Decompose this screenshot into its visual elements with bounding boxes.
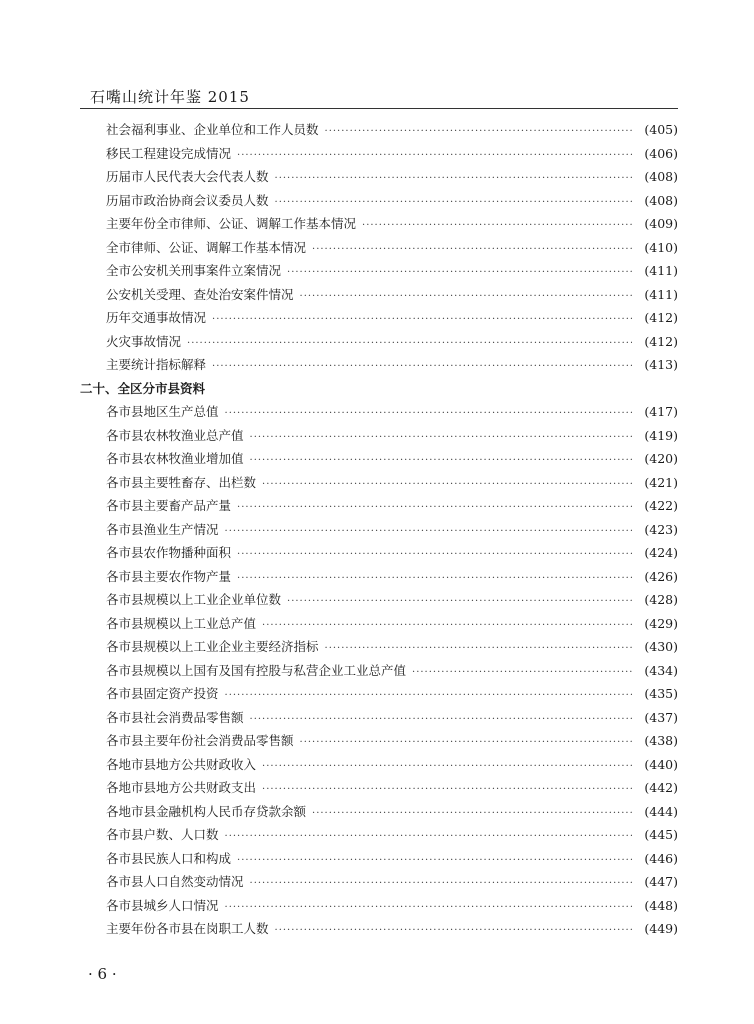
toc-entry-page: (442)	[644, 780, 678, 795]
dot-leader	[287, 590, 632, 614]
dot-leader	[237, 144, 632, 168]
toc-entry	[80, 330, 678, 354]
dot-leader	[250, 708, 632, 732]
toc-entry-title: 社会福利事业、企业单位和工作人员数	[106, 122, 319, 137]
toc-group-after	[80, 400, 678, 941]
toc-entry	[80, 659, 678, 683]
toc-entry-page: (449)	[644, 921, 678, 936]
toc-entry-title: 各市县农作物播种面积	[106, 545, 232, 560]
toc-entry	[80, 753, 678, 777]
toc-entry-page: (409)	[644, 216, 678, 231]
dot-leader	[362, 214, 632, 238]
toc-entry-page: (410)	[644, 239, 678, 255]
toc-entry	[80, 776, 678, 800]
dot-leader	[262, 473, 632, 497]
toc-entry-page: (444)	[644, 803, 678, 819]
toc-entry-page: (405)	[644, 122, 678, 137]
dot-leader	[225, 684, 632, 708]
toc-entry-title: 各市县民族人口和构成	[106, 850, 232, 866]
toc-entry-page: (447)	[644, 874, 678, 889]
toc-entry-page: (428)	[644, 592, 678, 607]
toc-entry-page: (421)	[644, 474, 678, 490]
toc-entry	[80, 189, 678, 213]
dot-leader	[275, 167, 632, 191]
toc-entry	[80, 306, 678, 330]
running-header: 石嘴山统计年鉴 2015	[90, 88, 250, 106]
toc-entry-title: 各市县渔业生产情况	[106, 521, 219, 537]
dot-leader	[212, 308, 632, 332]
toc-entry-page: (412)	[644, 333, 678, 349]
toc-entry-page: (423)	[644, 521, 678, 537]
toc-entry	[80, 283, 678, 307]
toc-entry-title: 全市公安机关刑事案件立案情况	[106, 263, 282, 278]
toc-entry	[80, 729, 678, 753]
dot-leader	[300, 731, 632, 755]
dot-leader	[275, 191, 632, 215]
toc-entry	[80, 800, 678, 824]
toc-entry-page: (430)	[644, 639, 678, 654]
dot-leader	[250, 426, 632, 450]
dot-leader	[237, 849, 632, 873]
dot-leader	[287, 261, 632, 285]
toc-entry-title: 历年交通事故情况	[106, 310, 207, 325]
dot-leader	[300, 285, 632, 309]
dot-leader	[225, 402, 632, 426]
toc-entry-page: (446)	[644, 850, 678, 866]
dot-leader	[275, 919, 632, 943]
toc-entry-title: 各市县户数、人口数	[106, 827, 219, 842]
toc-entry	[80, 165, 678, 189]
toc-entry	[80, 400, 678, 424]
toc-entry-title: 各地市县地方公共财政支出	[106, 780, 257, 795]
toc-entry-title: 全市律师、公证、调解工作基本情况	[106, 239, 307, 255]
table-of-contents	[80, 118, 678, 941]
toc-entry-page: (412)	[644, 310, 678, 325]
toc-entry	[80, 635, 678, 659]
toc-entry-page: (422)	[644, 498, 678, 513]
dot-leader	[325, 120, 632, 144]
toc-entry	[80, 494, 678, 518]
dot-leader	[212, 355, 632, 379]
dot-leader	[237, 496, 632, 520]
toc-entry-title: 历届市人民代表大会代表人数	[106, 169, 269, 184]
toc-group-before	[80, 118, 678, 377]
toc-entry-page: (435)	[644, 686, 678, 701]
toc-entry-page: (426)	[644, 568, 678, 584]
toc-entry-page: (419)	[644, 427, 678, 443]
toc-entry-page: (406)	[644, 145, 678, 161]
dot-leader	[225, 520, 632, 544]
toc-entry-page: (448)	[644, 897, 678, 913]
toc-entry-title: 公安机关受理、查处治安案件情况	[106, 286, 294, 302]
toc-entry-page: (424)	[644, 545, 678, 560]
toc-entry-title: 各地市县金融机构人民币存贷款余额	[106, 803, 307, 819]
toc-entry-title: 各市县农林牧渔业增加值	[106, 451, 244, 466]
toc-entry-title: 主要年份全市律师、公证、调解工作基本情况	[106, 216, 357, 231]
dot-leader	[312, 238, 632, 262]
header-rule	[80, 108, 678, 109]
dot-leader	[187, 332, 632, 356]
toc-entry-title: 各市县主要农作物产量	[106, 568, 232, 584]
toc-entry	[80, 917, 678, 941]
dot-leader	[225, 825, 632, 849]
toc-entry-page: (440)	[644, 756, 678, 772]
toc-entry	[80, 823, 678, 847]
toc-entry-title: 火灾事故情况	[106, 333, 182, 349]
toc-entry	[80, 518, 678, 542]
toc-entry	[80, 142, 678, 166]
toc-entry	[80, 424, 678, 448]
toc-entry	[80, 612, 678, 636]
toc-entry-title: 各市县规模以上工业总产值	[106, 615, 257, 631]
toc-entry-title: 各市县农林牧渔业总产值	[106, 427, 244, 443]
toc-entry	[80, 682, 678, 706]
toc-entry-title: 各市县主要牲畜存、出栏数	[106, 474, 257, 490]
toc-entry-page: (434)	[644, 662, 678, 678]
toc-entry-page: (411)	[644, 263, 678, 278]
page-number: · 6 ·	[88, 965, 117, 983]
toc-entry-title: 历届市政治协商会议委员人数	[106, 192, 269, 208]
toc-entry-title: 主要统计指标解释	[106, 357, 207, 372]
dot-leader	[262, 755, 632, 779]
toc-entry-title: 各市县城乡人口情况	[106, 897, 219, 913]
toc-entry-title: 各地市县地方公共财政收入	[106, 756, 257, 772]
toc-entry-title: 各市县规模以上国有及国有控股与私营企业工业总产值	[106, 662, 407, 678]
toc-entry	[80, 259, 678, 283]
toc-entry-title: 各市县主要畜产品产量	[106, 498, 232, 513]
toc-entry	[80, 706, 678, 730]
toc-entry-title: 各市县主要年份社会消费品零售额	[106, 733, 294, 748]
toc-entry-page: (429)	[644, 615, 678, 631]
toc-entry-page: (408)	[644, 169, 678, 184]
toc-entry	[80, 565, 678, 589]
toc-entry	[80, 471, 678, 495]
toc-entry-page: (408)	[644, 192, 678, 208]
dot-leader	[237, 543, 632, 567]
dot-leader	[262, 614, 632, 638]
toc-entry	[80, 353, 678, 377]
toc-entry-title: 各市县规模以上工业企业主要经济指标	[106, 639, 319, 654]
toc-entry-page: (438)	[644, 733, 678, 748]
toc-entry-title: 各市县人口自然变动情况	[106, 874, 244, 889]
toc-entry	[80, 894, 678, 918]
toc-entry-title: 各市县规模以上工业企业单位数	[106, 592, 282, 607]
dot-leader	[262, 778, 632, 802]
dot-leader	[250, 872, 632, 896]
toc-entry-page: (420)	[644, 451, 678, 466]
toc-entry-title: 主要年份各市县在岗职工人数	[106, 921, 269, 936]
toc-entry-page: (417)	[644, 404, 678, 419]
toc-entry	[80, 118, 678, 142]
toc-entry	[80, 847, 678, 871]
dot-leader	[312, 802, 632, 826]
dot-leader	[225, 896, 632, 920]
toc-entry	[80, 541, 678, 565]
dot-leader	[250, 449, 632, 473]
toc-entry-title: 各市县固定资产投资	[106, 686, 219, 701]
toc-entry	[80, 212, 678, 236]
section-heading: 二十、全区分市县资料	[80, 380, 206, 396]
toc-entry-page: (411)	[644, 286, 678, 302]
dot-leader	[237, 567, 632, 591]
toc-entry-page: (445)	[644, 827, 678, 842]
toc-entry-page: (437)	[644, 709, 678, 725]
toc-entry-page: (413)	[644, 357, 678, 372]
toc-entry-title: 各市县地区生产总值	[106, 404, 219, 419]
toc-entry	[80, 236, 678, 260]
toc-entry-title: 各市县社会消费品零售额	[106, 709, 244, 725]
toc-entry	[80, 447, 678, 471]
toc-entry	[80, 588, 678, 612]
toc-entry	[80, 870, 678, 894]
toc-entry-title: 移民工程建设完成情况	[106, 145, 232, 161]
dot-leader	[325, 637, 632, 661]
dot-leader	[412, 661, 632, 685]
